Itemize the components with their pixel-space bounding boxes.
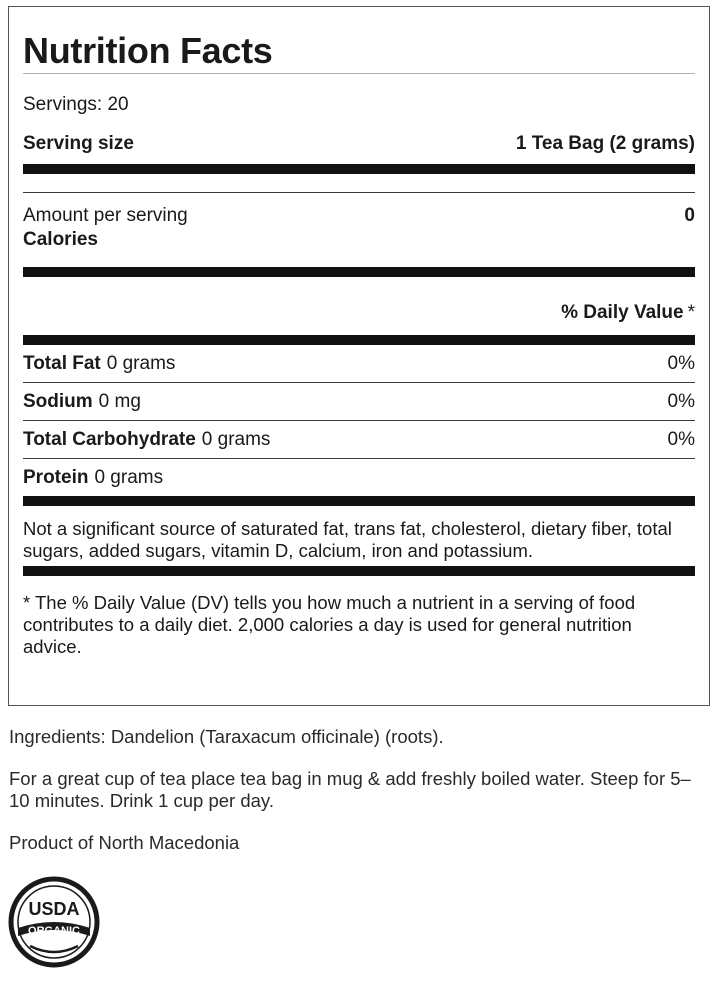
nutrient-row-total-carbohydrate (23, 421, 695, 458)
seal-bottom-text: ORGANIC (28, 925, 80, 937)
thick-rule-4 (23, 496, 695, 506)
title-divider (23, 73, 695, 74)
calories-value: 0 (684, 205, 695, 226)
servings-count: Servings: 20 (23, 94, 129, 115)
thick-rule-3 (23, 335, 695, 345)
nutrient-amount: 0 grams (106, 352, 176, 374)
nutrient-amount: 0 grams (94, 466, 164, 488)
daily-value-label: % Daily Value (561, 302, 684, 323)
nutrient-dv: 0% (667, 428, 695, 450)
amount-row (23, 205, 695, 227)
nutrient-name: Total Carbohydrate (23, 428, 196, 450)
calories-label: Calories (23, 229, 98, 250)
seal-top-text: USDA (28, 899, 80, 919)
serving-size-row (23, 130, 695, 158)
amount-label: Amount per serving (23, 205, 188, 226)
thick-rule-2 (23, 267, 695, 277)
directions-text: For a great cup of tea place tea bag in mug & add freshly boiled water. Steep for 5–10 minutes. Drink 1 cup per day. (9, 768, 691, 811)
serving-size-value: 1 Tea Bag (2 grams) (515, 133, 695, 154)
thin-rule-1 (23, 192, 695, 193)
ingredients-text: Ingredients: Dandelion (Taraxacum officinale) (roots). (9, 726, 444, 747)
nutrient-name: Sodium (23, 390, 93, 412)
nutrient-row-protein (23, 459, 695, 496)
nutrient-row-total-fat (23, 345, 695, 382)
nutrient-amount: 0 grams (201, 428, 271, 450)
nutrient-row-sodium (23, 383, 695, 420)
nutrient-name: Protein (23, 466, 89, 488)
daily-value-header (23, 293, 695, 333)
panel-title: Nutrition Facts (23, 30, 273, 71)
daily-value-asterisk: * (687, 302, 695, 323)
daily-value-footnote: * The % Daily Value (DV) tells you how much a nutrient in a serving of food contributes to a daily diet. 2,000 calories a day is used for general nutrition advice. (23, 592, 636, 657)
thick-rule-1 (23, 164, 695, 174)
nutrient-dv: 0% (667, 390, 695, 412)
not-significant-note: Not a significant source of saturated fat, trans fat, cholesterol, dietary fiber, total sugars, added sugars, vitamin D, calcium, iron and potassium. (23, 518, 672, 561)
origin-text: Product of North Macedonia (9, 832, 240, 853)
usda-organic-seal-icon (8, 876, 100, 968)
serving-size-label: Serving size (23, 133, 134, 154)
thick-rule-5 (23, 566, 695, 576)
nutrient-dv: 0% (667, 352, 695, 374)
nutrient-amount: 0 mg (98, 390, 141, 412)
nutrition-facts-panel (8, 6, 710, 706)
nutrient-name: Total Fat (23, 352, 101, 374)
